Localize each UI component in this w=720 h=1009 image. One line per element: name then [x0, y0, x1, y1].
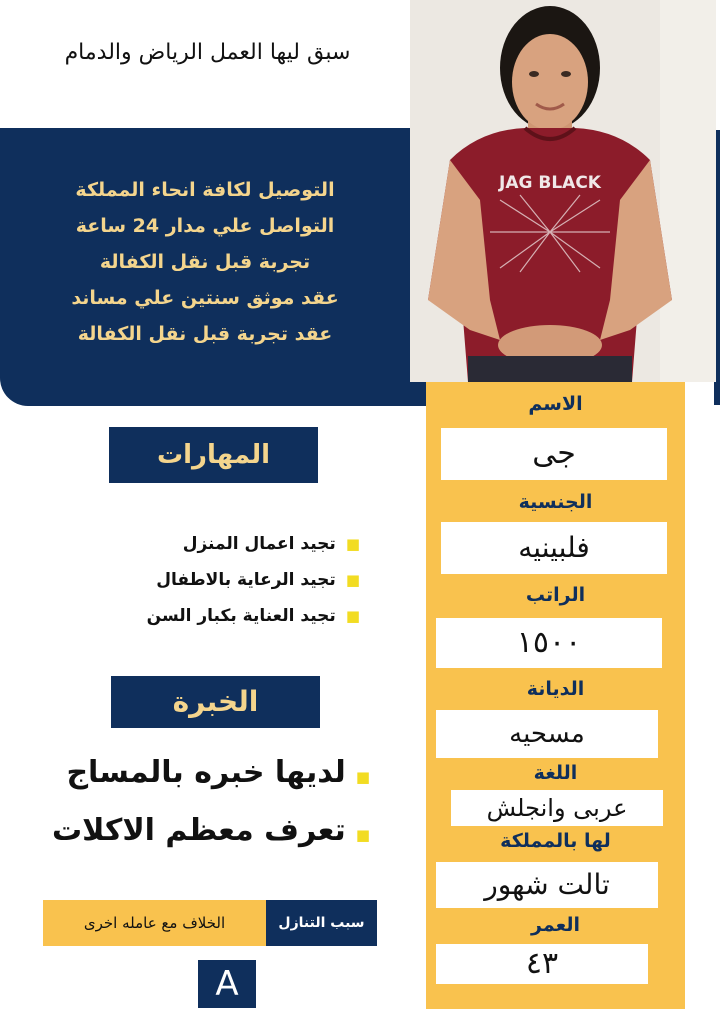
bullet-icon: ■ — [345, 535, 360, 553]
religion-label: الديانة — [526, 678, 585, 700]
waiver-reason-value: الخلاف مع عامله اخرى — [43, 900, 266, 946]
skill-item: ■تجيد اعمال المنزل — [182, 534, 360, 554]
experience-title: الخبرة — [111, 676, 320, 728]
age-value: ٤٣ — [436, 944, 648, 984]
worker-portrait-illustration — [410, 0, 716, 382]
experience-item: ■لديها خبره بالمساج — [66, 755, 370, 790]
age-label: العمر — [531, 914, 580, 936]
nationality-label: الجنسية — [518, 491, 593, 513]
religion-value: مسحيه — [436, 710, 658, 758]
waiver-reason-label: سبب التنازل — [278, 915, 365, 931]
experience-list — [10, 746, 370, 862]
skills-title: المهارات — [109, 427, 318, 483]
experience-item: ■تعرف معظم الاكلات — [51, 813, 370, 848]
feature-item: التواصل علي مدار 24 ساعة — [75, 215, 335, 237]
skills-list — [60, 526, 360, 634]
work-history-note: سبق ليها العمل الرياض والدمام — [64, 40, 351, 65]
bullet-icon: ■ — [355, 768, 370, 786]
worker-photo — [410, 0, 716, 382]
skill-item: ■تجيد العناية بكبار السن — [146, 606, 360, 626]
feature-item: تجربة قبل نقل الكفالة — [99, 251, 311, 273]
in-kingdom-value: تالت شهور — [436, 862, 658, 908]
bullet-icon: ■ — [345, 571, 360, 589]
language-value: عربى وانجلش — [451, 790, 663, 826]
feature-item: التوصيل لكافة انحاء المملكة — [75, 179, 335, 201]
features-list — [40, 172, 370, 352]
feature-item: عقد موثق سنتين علي مساند — [71, 287, 339, 309]
feature-item: عقد تجربة قبل نقل الكفالة — [77, 323, 333, 345]
in-kingdom-label: لها بالمملكة — [500, 830, 611, 852]
nationality-value: فلبينيه — [441, 522, 667, 574]
name-value: جى — [441, 428, 667, 480]
shirt-text: JAG BLACK — [499, 173, 601, 193]
name-label: الاسم — [528, 393, 583, 415]
bullet-icon: ■ — [345, 607, 360, 625]
code-letter: A — [198, 960, 256, 1008]
language-label: اللغة — [533, 762, 578, 784]
salary-value: ١٥٠٠ — [436, 618, 662, 668]
skill-item: ■تجيد الرعاية بالاطفال — [156, 570, 360, 590]
salary-label: الراتب — [525, 584, 586, 606]
bullet-icon: ■ — [355, 826, 370, 844]
